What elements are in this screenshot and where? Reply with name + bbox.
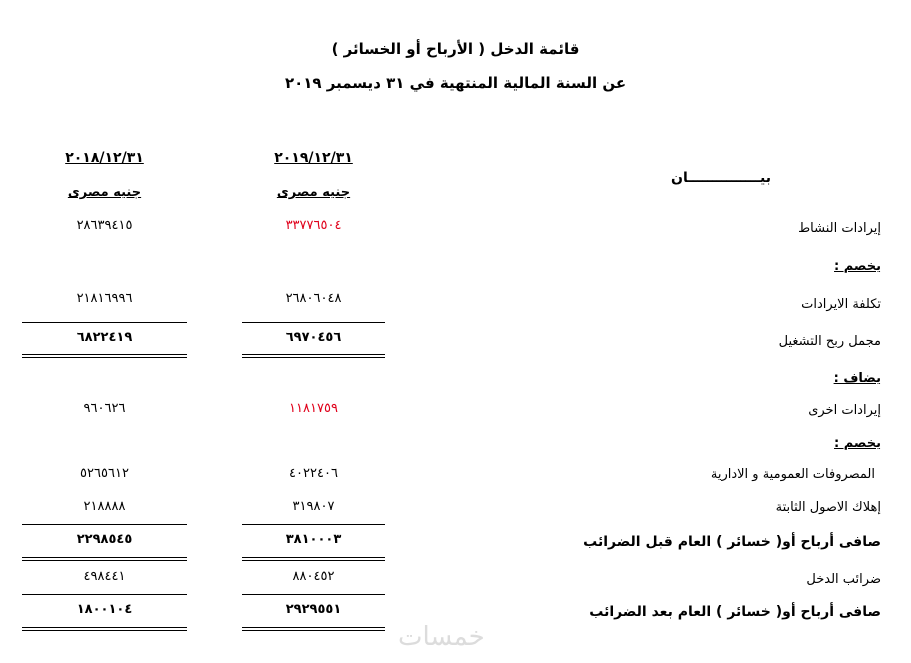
row-prior-income-tax: ٤٩٨٤٤١ (83, 569, 126, 584)
row-label-depreciation: إهلاك الاصول الثابتة (775, 500, 881, 515)
subtotal-line (22, 524, 187, 525)
row-prior-net-before-tax: ٢٢٩٨٥٤٥ (76, 532, 133, 547)
row-label-deduct: يخصم : (834, 259, 881, 274)
row-label-gross-profit: مجمل ربح التشغيل (778, 334, 881, 349)
current-year-header: ٢٠١٩/١٢/٣١ (274, 150, 353, 166)
row-current-other-revenue: ١١٨١٧٥٩ (289, 401, 338, 416)
subtotal-line (242, 524, 385, 525)
subtotal-line (22, 322, 187, 323)
row-prior-net-after-tax: ١٨٠٠١٠٤ (76, 602, 133, 617)
prior-currency-label: جنيه مصرى (67, 185, 142, 200)
row-label-add: يضاف : (833, 371, 881, 386)
row-current-gross-profit: ٦٩٧٠٤٥٦ (285, 330, 342, 345)
watermark: خمسات (398, 622, 485, 652)
row-current-revenue: ٣٣٧٧٦٥٠٤ (285, 218, 342, 233)
current-currency-label: جنيه مصرى (276, 185, 351, 200)
row-label-cost-of-revenue: تكلفة الايرادات (801, 297, 881, 312)
subtotal-line (242, 594, 385, 595)
row-current-cost-of-revenue: ٢٦٨٠٦٠٤٨ (285, 291, 342, 306)
row-label-net-after-tax: صافى أرباح أو( خسائر ) العام بعد الضرائب (589, 604, 881, 620)
total-double-line (22, 354, 187, 358)
row-label-deduct-2: يخصم : (834, 436, 881, 451)
prior-year-header: ٢٠١٨/١٢/٣١ (65, 150, 144, 166)
total-double-line (22, 627, 187, 631)
total-double-line (242, 354, 385, 358)
row-current-net-after-tax: ٢٩٢٩٥٥١ (285, 602, 342, 617)
subtotal-line (22, 594, 187, 595)
statement-title: قائمة الدخل ( الأرباح أو الخسائر ) (331, 40, 580, 58)
row-prior-gross-profit: ٦٨٢٢٤١٩ (76, 330, 133, 345)
row-prior-depreciation: ٢١٨٨٨٨ (83, 499, 126, 514)
total-double-line (242, 557, 385, 561)
row-prior-other-revenue: ٩٦٠٦٢٦ (83, 401, 126, 416)
row-current-income-tax: ٨٨٠٤٥٢ (292, 569, 335, 584)
row-current-depreciation: ٣١٩٨٠٧ (292, 499, 335, 514)
row-current-ga-expenses: ٤٠٢٢٤٠٦ (289, 466, 338, 481)
row-label-other-revenue: إيرادات اخرى (808, 403, 881, 418)
statement-subtitle: عن السنة المالية المنتهية في ٣١ ديسمبر ٢٠١٩ (284, 74, 627, 92)
row-prior-ga-expenses: ٥٢٦٥٦١٢ (80, 466, 129, 481)
row-label-net-before-tax: صافى أرباح أو( خسائر ) العام قبل الضرائب (583, 534, 881, 550)
row-current-net-before-tax: ٣٨١٠٠٠٣ (285, 532, 342, 547)
subtotal-line (242, 322, 385, 323)
description-header: بيـــــــــــــــان (671, 170, 771, 186)
row-prior-cost-of-revenue: ٢١٨١٦٩٩٦ (76, 291, 133, 306)
row-label-ga-expenses: المصروفات العمومية و الادارية (710, 467, 875, 482)
row-prior-revenue: ٢٨٦٣٩٤١٥ (76, 218, 133, 233)
total-double-line (22, 557, 187, 561)
row-label-income-tax: ضرائب الدخل (806, 572, 881, 587)
total-double-line (242, 627, 385, 631)
row-label-revenue: إيرادات النشاط (798, 221, 881, 236)
